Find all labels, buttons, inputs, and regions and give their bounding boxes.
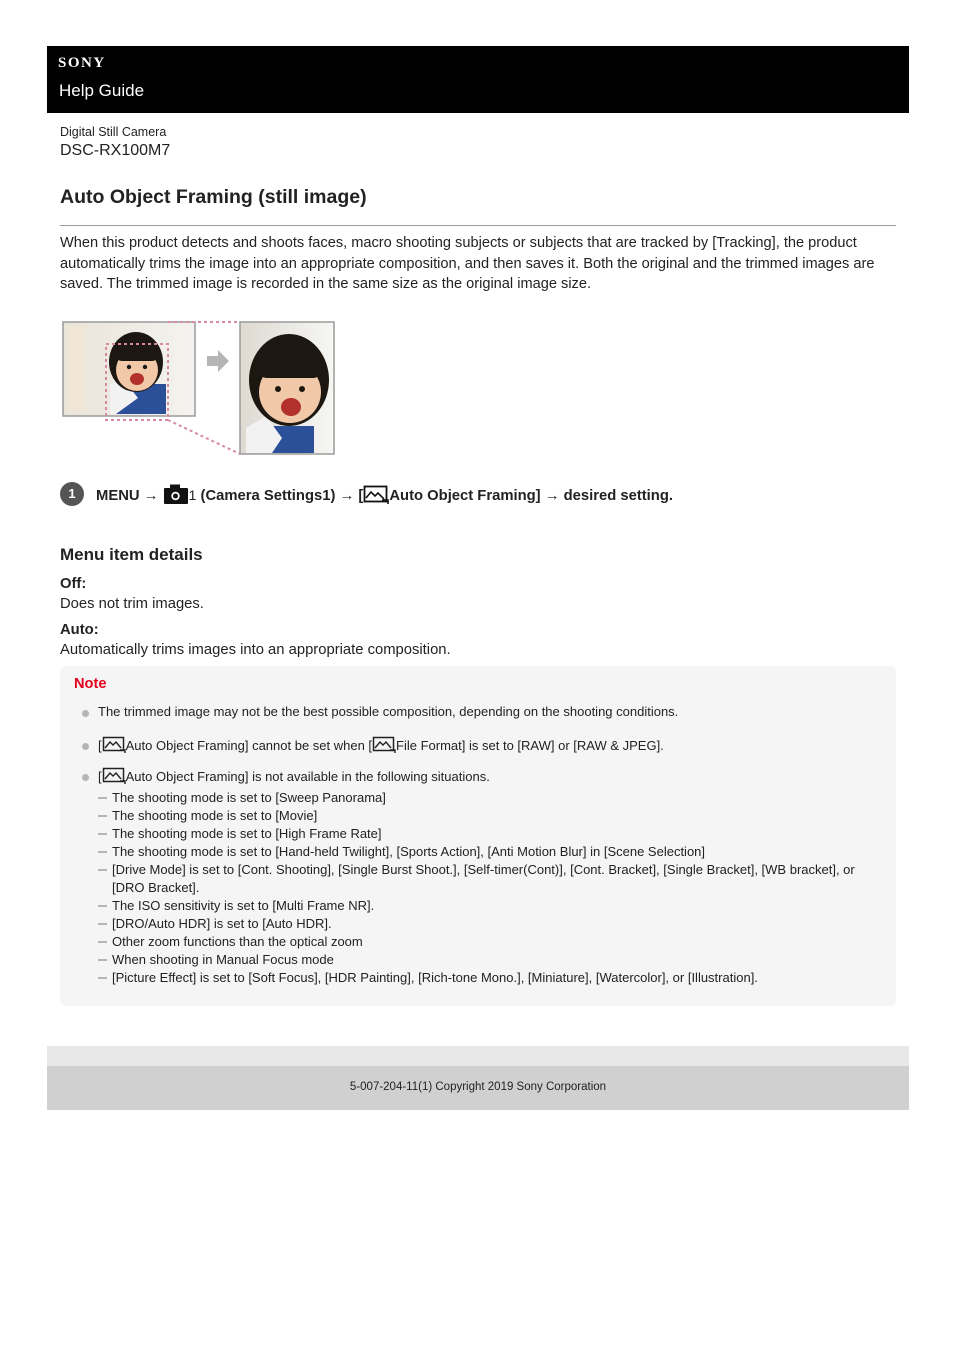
title-divider [60,225,896,226]
footer-band [47,1046,909,1066]
note-item-2: [ Auto Object Framing] cannot be set when [ File Format] is set to [RAW] or [RAW & JPEG]. [98,738,664,753]
product-category: Digital Still Camera [60,125,167,139]
menu-details-heading: Menu item details [60,545,203,564]
list-item: Other zoom functions than the optical zoom [98,933,888,951]
auto-framing-icon [102,767,126,785]
right-arrow-icon [207,350,229,372]
help-guide-title: Help Guide [59,81,145,100]
note-title: Note [74,676,107,692]
auto-framing-icon [363,485,389,505]
original-photo [63,322,195,420]
copyright-text: 5-007-204-11(1) Copyright 2019 Sony Corporation [349,1081,607,1093]
list-item: The shooting mode is set to [Movie] [98,807,888,825]
camera-tab-number: 1 [188,487,197,503]
list-item: [Drive Mode] is set to [Cont. Shooting], [Single Burst Shoot.], [Self-timer(Cont)], [Cont. Bracket], [Single Bracket], [WB bracket], or [DRO Bracket]. [98,861,888,897]
list-item: [DRO/Auto HDR] is set to [Auto HDR]. [98,915,888,933]
note-item-1: The trimmed image may not be the best possible composition, depending on the shooting conditions. [98,704,679,719]
step-camera-settings: (Camera Settings1) → [ [200,488,364,504]
procedure-step-1 [60,480,900,506]
note-box [60,666,896,1006]
auto-framing-icon [102,736,126,754]
note-item-3: [ Auto Object Framing] is not available in the following situations. [98,769,490,784]
auto-framing-illustration [60,318,340,458]
note-bullet [82,774,89,781]
step-number-badge: 1 [60,482,84,506]
list-item: The shooting mode is set to [Hand-held Twilight], [Sports Action], [Anti Motion Blur] in [Scene Selection] [98,843,888,861]
step-function-name: Auto Object Framing] → desired setting. [389,488,673,504]
product-model: DSC-RX100M7 [60,142,171,159]
list-item: [Picture Effect] is set to [Soft Focus], [HDR Painting], [Rich-tone Mono.], [Miniature], [Watercolor], or [Illustration]. [98,969,888,987]
list-item: When shooting in Manual Focus mode [98,951,888,969]
unavailable-situations-list [98,789,888,987]
note-bullet [82,710,89,717]
intro-paragraph: When this product detects and shoots faces, macro shooting subjects or subjects that are tracked by [Tracking], the product automatically trims the image into an appropriate composition, and then saves it. Both the original and the trimmed images are saved. The trimmed image is recorded in the same size as the original image size. [60,235,875,292]
menu-desc-off: Does not trim images. [60,596,204,612]
step-instruction [96,483,673,505]
menu-term-off: Off: [60,576,87,592]
list-item: The shooting mode is set to [High Frame Rate] [98,825,888,843]
trimmed-photo [240,322,334,454]
note-bullet [82,743,89,750]
page-footer [47,1066,909,1110]
page-title: Auto Object Framing (still image) [60,186,367,208]
list-item: The shooting mode is set to [Sweep Panorama] [98,789,888,807]
sony-logo: SONY [58,55,106,71]
file-format-icon [372,736,396,754]
step-menu-text: MENU → [96,488,159,504]
menu-term-auto: Auto: [60,622,99,638]
menu-desc-auto: Automatically trims images into an appropriate composition. [60,642,451,658]
list-item: The ISO sensitivity is set to [Multi Frame NR]. [98,897,888,915]
camera-icon [163,483,189,505]
crop-connector-bottom [168,420,240,454]
page-header [47,46,909,113]
